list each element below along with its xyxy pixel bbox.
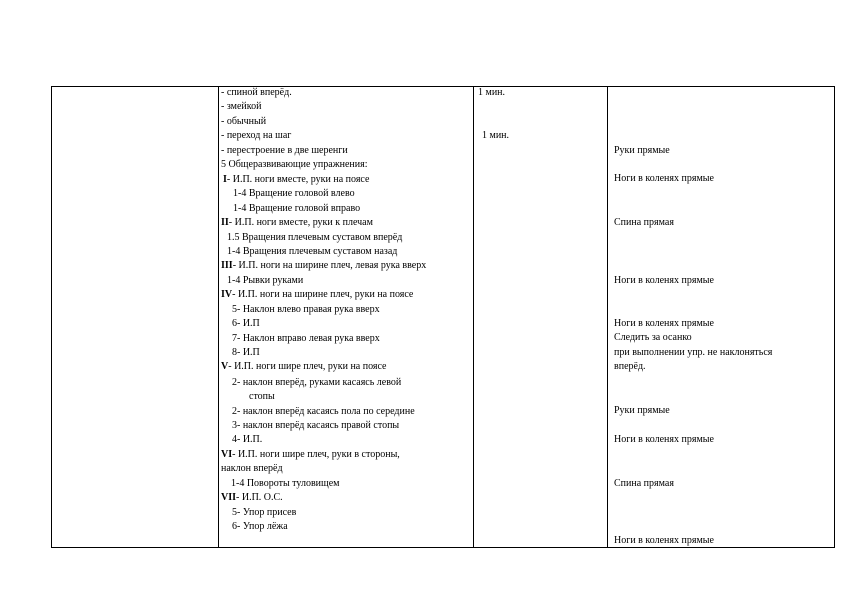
empty-left-cell [52, 87, 219, 548]
exercise-line [227, 246, 397, 258]
exercise-line [221, 260, 426, 272]
time-line [478, 87, 505, 99]
exercise-line [221, 289, 413, 301]
table-row [52, 87, 835, 548]
exercise-line [232, 304, 380, 316]
line-text: наклон вперёд [221, 463, 283, 474]
exercise-line [221, 463, 283, 475]
note-line [614, 275, 714, 287]
exercise-line [232, 406, 415, 418]
notes-cell [608, 87, 835, 548]
line-text: 1-4 Вращения плечевым суставом назад [227, 246, 398, 257]
exercise-line [233, 188, 355, 200]
line-text: - змейкой [221, 101, 262, 112]
line-text: 1-4 Повороты туловищем [231, 478, 340, 489]
note-line [614, 217, 674, 229]
exercise-line [221, 159, 367, 171]
line-text: Руки прямые [614, 145, 670, 156]
exercise-line [221, 361, 387, 373]
line-text: 6- И.П [232, 318, 260, 329]
line-text: - И.П. ноги шире плеч, руки в стороны, [232, 449, 400, 460]
exercise-line [232, 318, 260, 330]
line-text: стопы [249, 391, 275, 402]
exercise-line [223, 174, 369, 186]
exercise-line [232, 333, 380, 345]
line-text: 7- Наклон вправо левая рука вверх [232, 333, 380, 344]
note-line [614, 434, 714, 446]
line-text: - И.П. ноги вместе, руки к плечам [228, 217, 373, 228]
exercise-line [232, 507, 296, 519]
exercise-line [232, 377, 401, 389]
note-line [614, 173, 714, 185]
exercise-line [231, 478, 340, 490]
note-line [614, 332, 692, 344]
line-text: 6- Упор лёжа [232, 521, 288, 532]
line-text: Ноги в коленях прямые [614, 275, 714, 286]
exercise-line [232, 434, 262, 446]
line-text: 1 мин. [482, 130, 510, 141]
line-text: - спиной вперёд. [221, 87, 292, 98]
roman-numeral: I [223, 174, 227, 185]
exercise-line [227, 232, 402, 244]
exercise-line [221, 217, 373, 229]
line-text: при выполнении упр. не наклоняться [614, 347, 773, 358]
roman-numeral: II [221, 217, 229, 228]
line-text: Спина прямая [614, 478, 674, 489]
line-text: - И.П. ноги на ширине плеч, левая рука вверх [232, 260, 427, 271]
exercise-line [233, 203, 360, 215]
lesson-plan-table [51, 86, 835, 548]
line-text: Ноги в коленях прямые [614, 318, 714, 329]
line-text: вперёд. [614, 361, 646, 372]
line-text: Спина прямая [614, 217, 674, 228]
line-text: - И.П. ноги вместе, руки на поясе [226, 174, 370, 185]
exercise-line [221, 492, 283, 504]
roman-numeral: V [221, 361, 229, 372]
line-text: 1-4 Рывки руками [227, 275, 304, 286]
exercise-line [221, 449, 400, 461]
note-line [614, 535, 714, 547]
line-text: 5- Наклон влево правая рука вверх [232, 304, 380, 315]
exercise-line [221, 101, 261, 113]
exercise-line [221, 87, 292, 99]
exercise-line [232, 420, 399, 432]
line-text: - перестроение в две шеренги [221, 145, 348, 156]
line-text: Ноги в коленях прямые [614, 434, 714, 445]
line-text: - И.П. О.С. [236, 492, 283, 503]
line-text: Руки прямые [614, 405, 670, 416]
exercise-line [221, 130, 291, 142]
line-text: 5- Упор присев [232, 507, 297, 518]
time-line [482, 130, 509, 142]
line-text: - И.П. ноги шире плеч, руки на поясе [228, 361, 387, 372]
note-line [614, 145, 670, 157]
exercise-line [227, 275, 303, 287]
roman-numeral: VII [221, 492, 237, 503]
note-line [614, 478, 674, 490]
line-text: 1 мин. [478, 87, 506, 98]
line-text: 4- И.П. [232, 434, 263, 445]
exercise-line [221, 116, 266, 128]
exercise-line [249, 391, 275, 403]
line-text: 8- И.П [232, 347, 260, 358]
line-text: 5 Общеразвивающие упражнения: [221, 159, 368, 170]
exercise-line [232, 347, 260, 359]
line-text: - переход на шаг [221, 130, 292, 141]
exercise-content-cell [219, 87, 474, 548]
exercise-line [232, 521, 288, 533]
roman-numeral: III [221, 260, 233, 271]
note-line [614, 405, 670, 417]
time-cell [474, 87, 608, 548]
line-text: Ноги в коленях прямые [614, 535, 714, 546]
line-text: 2- наклон вперёд касаясь пола по середине [232, 406, 415, 417]
line-text: 3- наклон вперёд касаясь правой стопы [232, 420, 400, 431]
exercise-line [221, 145, 348, 157]
line-text: 1-4 Вращение головой вправо [233, 203, 361, 214]
roman-numeral: IV [221, 289, 233, 300]
line-text: - обычный [221, 116, 267, 127]
line-text: 1-4 Вращение головой влево [233, 188, 355, 199]
line-text: 2- наклон вперёд, руками касаясь левой [232, 377, 402, 388]
line-text: - И.П. ноги на ширине плеч, руки на поясе [232, 289, 414, 300]
note-line [614, 347, 772, 359]
line-text: Следить за осанко [614, 332, 692, 343]
line-text: 1.5 Вращения плечевым суставом вперёд [227, 232, 403, 243]
roman-numeral: VI [221, 449, 233, 460]
note-line [614, 318, 714, 330]
note-line [614, 361, 646, 373]
line-text: Ноги в коленях прямые [614, 173, 714, 184]
